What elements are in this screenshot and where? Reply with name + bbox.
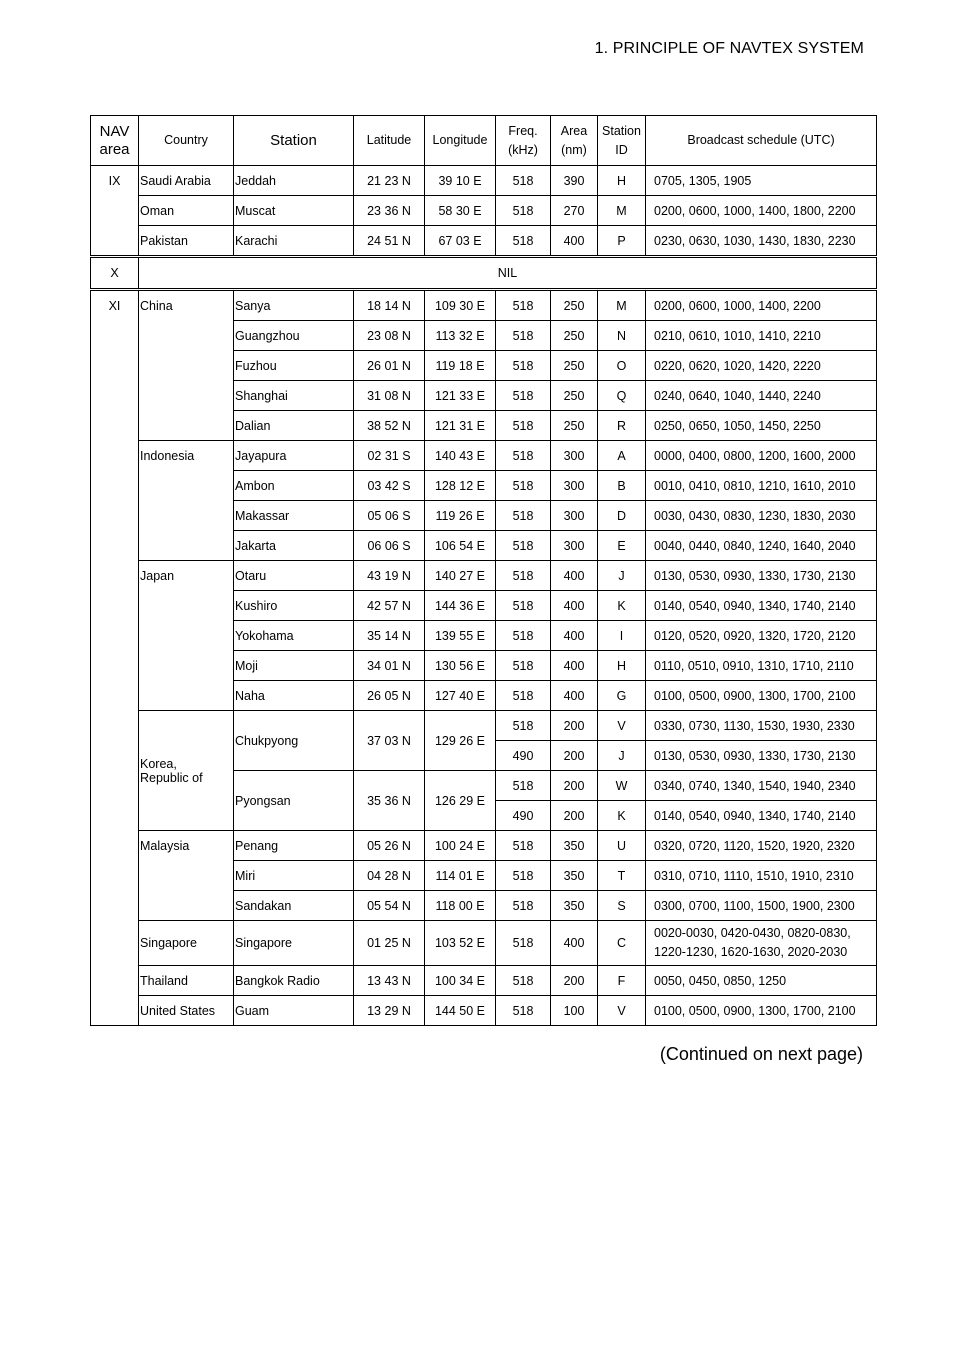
- station-cell: Jakarta: [234, 531, 354, 561]
- freq-cell: 518: [496, 621, 551, 651]
- longitude-cell: 140 43 E: [425, 441, 496, 471]
- table-row: [91, 226, 877, 256]
- schedule-cell: [646, 651, 877, 681]
- station-id-cell: U: [598, 831, 646, 861]
- country-cell: Malaysia: [139, 831, 234, 921]
- freq-cell: 518: [496, 441, 551, 471]
- freq-cell: 518: [496, 471, 551, 501]
- area-cell: 270: [551, 196, 598, 226]
- latitude-cell: 26 01 N: [354, 351, 425, 381]
- station-id-cell: H: [598, 166, 646, 196]
- schedule-cell: [646, 996, 877, 1026]
- freq-cell: 490: [496, 801, 551, 831]
- freq-cell: 518: [496, 226, 551, 256]
- freq-cell: 518: [496, 561, 551, 591]
- latitude-cell: 05 54 N: [354, 891, 425, 921]
- header-station: Station: [234, 116, 354, 166]
- schedule-text: 1220-1230, 1620-1630, 2020-2030: [654, 945, 848, 959]
- station-cell: Pyongsan: [234, 771, 354, 831]
- area-cell: 350: [551, 891, 598, 921]
- station-id-cell: V: [598, 711, 646, 741]
- area-cell: 200: [551, 771, 598, 801]
- schedule-cell: [646, 471, 877, 501]
- freq-cell: 518: [496, 501, 551, 531]
- station-id-cell: A: [598, 441, 646, 471]
- latitude-cell: 04 28 N: [354, 861, 425, 891]
- latitude-cell: 23 36 N: [354, 196, 425, 226]
- area-cell: 400: [551, 681, 598, 711]
- area-cell: 400: [551, 591, 598, 621]
- freq-cell: 518: [496, 921, 551, 966]
- table-row: [91, 441, 877, 471]
- schedule-cell: [646, 561, 877, 591]
- station-id-cell: B: [598, 471, 646, 501]
- table-row: [91, 921, 877, 966]
- header-freq: Freq. (kHz): [496, 116, 551, 166]
- table-row: [91, 831, 877, 861]
- schedule-text: 0330, 0730, 1130, 1530, 1930, 2330: [654, 718, 855, 733]
- table-row: [91, 966, 877, 996]
- header-nav-area: NAV area: [91, 116, 139, 166]
- station-id-cell: S: [598, 891, 646, 921]
- area-cell: 250: [551, 351, 598, 381]
- longitude-cell: 119 18 E: [425, 351, 496, 381]
- freq-cell: 518: [496, 411, 551, 441]
- schedule-cell: [646, 196, 877, 226]
- longitude-cell: 100 24 E: [425, 831, 496, 861]
- schedule-text: 0240, 0640, 1040, 1440, 2240: [654, 388, 821, 403]
- schedule-cell: [646, 531, 877, 561]
- station-cell: Kushiro: [234, 591, 354, 621]
- area-cell: 100: [551, 996, 598, 1026]
- schedule-cell: [646, 711, 877, 741]
- schedule-cell: [646, 621, 877, 651]
- schedule-cell: [646, 501, 877, 531]
- area-cell: 200: [551, 741, 598, 771]
- schedule-cell: [646, 801, 877, 831]
- schedule-text: 0320, 0720, 1120, 1520, 1920, 2320: [654, 838, 855, 853]
- country-cell: Thailand: [139, 966, 234, 996]
- schedule-text: 0020-0030, 0420-0430, 0820-0830,: [654, 926, 851, 940]
- station-id-cell: J: [598, 561, 646, 591]
- area-cell: 250: [551, 411, 598, 441]
- longitude-cell: 129 26 E: [425, 711, 496, 771]
- station-cell: Miri: [234, 861, 354, 891]
- table-row: [91, 291, 877, 321]
- area-cell: 300: [551, 501, 598, 531]
- station-id-cell: C: [598, 921, 646, 966]
- schedule-text: 0340, 0740, 1340, 1540, 1940, 2340: [654, 778, 856, 793]
- longitude-cell: 128 12 E: [425, 471, 496, 501]
- longitude-cell: 114 01 E: [425, 861, 496, 891]
- area-cell: 300: [551, 471, 598, 501]
- area-cell: 200: [551, 711, 598, 741]
- schedule-text: 0120, 0520, 0920, 1320, 1720, 2120: [654, 628, 856, 643]
- longitude-cell: 58 30 E: [425, 196, 496, 226]
- station-cell: Penang: [234, 831, 354, 861]
- schedule-cell: [646, 861, 877, 891]
- nil-cell: NIL: [139, 258, 877, 289]
- schedule-cell: [646, 921, 877, 966]
- latitude-cell: 42 57 N: [354, 591, 425, 621]
- station-id-cell: W: [598, 771, 646, 801]
- longitude-cell: 127 40 E: [425, 681, 496, 711]
- longitude-cell: 130 56 E: [425, 651, 496, 681]
- station-cell: Singapore: [234, 921, 354, 966]
- country-cell: Pakistan: [139, 226, 234, 256]
- station-cell: Guangzhou: [234, 321, 354, 351]
- longitude-cell: 100 34 E: [425, 966, 496, 996]
- schedule-cell: [646, 291, 877, 321]
- station-id-cell: P: [598, 226, 646, 256]
- longitude-cell: 109 30 E: [425, 291, 496, 321]
- nav-area-cell: X: [91, 258, 139, 289]
- schedule-text: 0100, 0500, 0900, 1300, 1700, 2100: [654, 688, 856, 703]
- latitude-cell: 37 03 N: [354, 711, 425, 771]
- schedule-text: 0030, 0430, 0830, 1230, 1830, 2030: [654, 508, 856, 523]
- longitude-cell: 113 32 E: [425, 321, 496, 351]
- longitude-cell: 106 54 E: [425, 531, 496, 561]
- freq-cell: 518: [496, 861, 551, 891]
- area-cell: 250: [551, 381, 598, 411]
- freq-cell: 518: [496, 351, 551, 381]
- freq-cell: 518: [496, 966, 551, 996]
- header-latitude: Latitude: [354, 116, 425, 166]
- continued-note: (Continued on next page): [659, 1044, 863, 1064]
- station-cell: Chukpyong: [234, 711, 354, 771]
- freq-cell: 518: [496, 651, 551, 681]
- schedule-text: 0110, 0510, 0910, 1310, 1710, 2110: [654, 658, 854, 673]
- country-cell: Japan: [139, 561, 234, 711]
- station-id-cell: K: [598, 801, 646, 831]
- table-body: [91, 166, 877, 1026]
- station-cell: Jeddah: [234, 166, 354, 196]
- schedule-cell: [646, 351, 877, 381]
- longitude-cell: 144 36 E: [425, 591, 496, 621]
- latitude-cell: 05 06 S: [354, 501, 425, 531]
- schedule-text: 0130, 0530, 0930, 1330, 1730, 2130: [654, 568, 856, 583]
- station-id-cell: R: [598, 411, 646, 441]
- schedule-text: 0220, 0620, 1020, 1420, 2220: [654, 358, 821, 373]
- freq-cell: 518: [496, 291, 551, 321]
- schedule-text: 0100, 0500, 0900, 1300, 1700, 2100: [654, 1003, 856, 1018]
- freq-cell: 518: [496, 591, 551, 621]
- latitude-cell: 38 52 N: [354, 411, 425, 441]
- country-cell: Korea, Republic of: [139, 711, 234, 831]
- station-cell: Dalian: [234, 411, 354, 441]
- station-cell: Sanya: [234, 291, 354, 321]
- station-cell: Shanghai: [234, 381, 354, 411]
- freq-cell: 518: [496, 831, 551, 861]
- station-cell: Yokohama: [234, 621, 354, 651]
- schedule-cell: [646, 831, 877, 861]
- station-id-cell: T: [598, 861, 646, 891]
- country-cell: Singapore: [139, 921, 234, 966]
- station-id-cell: I: [598, 621, 646, 651]
- longitude-cell: 139 55 E: [425, 621, 496, 651]
- schedule-cell: [646, 411, 877, 441]
- freq-cell: 518: [496, 321, 551, 351]
- station-id-cell: M: [598, 196, 646, 226]
- area-cell: 350: [551, 831, 598, 861]
- station-cell: Karachi: [234, 226, 354, 256]
- longitude-cell: 144 50 E: [425, 996, 496, 1026]
- table-row: [91, 996, 877, 1026]
- schedule-cell: [646, 891, 877, 921]
- station-cell: Fuzhou: [234, 351, 354, 381]
- station-cell: Moji: [234, 651, 354, 681]
- area-cell: 400: [551, 226, 598, 256]
- latitude-cell: 35 36 N: [354, 771, 425, 831]
- station-cell: Naha: [234, 681, 354, 711]
- table-row: [91, 561, 877, 591]
- header-area: Area (nm): [551, 116, 598, 166]
- station-id-cell: F: [598, 966, 646, 996]
- schedule-cell: [646, 741, 877, 771]
- latitude-cell: 24 51 N: [354, 226, 425, 256]
- schedule-text: 0210, 0610, 1010, 1410, 2210: [654, 328, 821, 343]
- latitude-cell: 34 01 N: [354, 651, 425, 681]
- station-id-cell: G: [598, 681, 646, 711]
- freq-cell: 518: [496, 996, 551, 1026]
- schedule-cell: [646, 381, 877, 411]
- station-id-cell: K: [598, 591, 646, 621]
- table-row: [91, 711, 877, 741]
- latitude-cell: 01 25 N: [354, 921, 425, 966]
- station-cell: Makassar: [234, 501, 354, 531]
- longitude-cell: 121 31 E: [425, 411, 496, 441]
- schedule-text: 0250, 0650, 1050, 1450, 2250: [654, 418, 821, 433]
- station-id-cell: M: [598, 291, 646, 321]
- area-cell: 400: [551, 651, 598, 681]
- header-country: Country: [139, 116, 234, 166]
- page-title: 1. PRINCIPLE OF NAVTEX SYSTEM: [594, 40, 864, 57]
- navtex-station-table: [90, 115, 877, 1026]
- area-cell: 300: [551, 441, 598, 471]
- area-cell: 400: [551, 561, 598, 591]
- longitude-cell: 118 00 E: [425, 891, 496, 921]
- latitude-cell: 31 08 N: [354, 381, 425, 411]
- freq-cell: 518: [496, 711, 551, 741]
- schedule-cell: [646, 166, 877, 196]
- country-cell: China: [139, 291, 234, 441]
- station-cell: Ambon: [234, 471, 354, 501]
- latitude-cell: 43 19 N: [354, 561, 425, 591]
- schedule-text: 0130, 0530, 0930, 1330, 1730, 2130: [654, 748, 856, 763]
- schedule-cell: [646, 441, 877, 471]
- station-id-cell: E: [598, 531, 646, 561]
- freq-cell: 518: [496, 681, 551, 711]
- header-station-id: Station ID: [598, 116, 646, 166]
- table-row: [91, 166, 877, 196]
- table-header-row: [91, 116, 877, 166]
- schedule-text: 0300, 0700, 1100, 1500, 1900, 2300: [654, 898, 855, 913]
- longitude-cell: 39 10 E: [425, 166, 496, 196]
- freq-cell: 518: [496, 381, 551, 411]
- longitude-cell: 119 26 E: [425, 501, 496, 531]
- station-cell: Bangkok Radio: [234, 966, 354, 996]
- country-cell: Indonesia: [139, 441, 234, 561]
- schedule-cell: [646, 771, 877, 801]
- schedule-text: 0705, 1305, 1905: [654, 173, 752, 188]
- area-cell: 400: [551, 621, 598, 651]
- schedule-text: 0140, 0540, 0940, 1340, 1740, 2140: [654, 598, 856, 613]
- schedule-cell: [646, 321, 877, 351]
- station-id-cell: O: [598, 351, 646, 381]
- station-cell: Jayapura: [234, 441, 354, 471]
- area-cell: 250: [551, 291, 598, 321]
- latitude-cell: 06 06 S: [354, 531, 425, 561]
- station-id-cell: H: [598, 651, 646, 681]
- latitude-cell: 03 42 S: [354, 471, 425, 501]
- latitude-cell: 23 08 N: [354, 321, 425, 351]
- schedule-text: 0230, 0630, 1030, 1430, 1830, 2230: [654, 233, 856, 248]
- station-cell: Guam: [234, 996, 354, 1026]
- latitude-cell: 13 43 N: [354, 966, 425, 996]
- longitude-cell: 140 27 E: [425, 561, 496, 591]
- schedule-text: 0140, 0540, 0940, 1340, 1740, 2140: [654, 808, 856, 823]
- nav-area-cell: IX: [91, 166, 139, 256]
- station-cell: Muscat: [234, 196, 354, 226]
- schedule-text: 0040, 0440, 0840, 1240, 1640, 2040: [654, 538, 856, 553]
- latitude-cell: 18 14 N: [354, 291, 425, 321]
- schedule-cell: [646, 966, 877, 996]
- schedule-text: 0000, 0400, 0800, 1200, 1600, 2000: [654, 448, 856, 463]
- area-cell: 390: [551, 166, 598, 196]
- schedule-text: 0200, 0600, 1000, 1400, 2200: [654, 298, 821, 313]
- latitude-cell: 35 14 N: [354, 621, 425, 651]
- area-cell: 400: [551, 921, 598, 966]
- schedule-text: 0010, 0410, 0810, 1210, 1610, 2010: [654, 478, 856, 493]
- table-row: [91, 258, 877, 289]
- freq-cell: 518: [496, 771, 551, 801]
- area-cell: 300: [551, 531, 598, 561]
- area-cell: 200: [551, 966, 598, 996]
- schedule-text: 0200, 0600, 1000, 1400, 1800, 2200: [654, 203, 856, 218]
- freq-cell: 490: [496, 741, 551, 771]
- station-id-cell: V: [598, 996, 646, 1026]
- schedule-text: 0310, 0710, 1110, 1510, 1910, 2310: [654, 868, 854, 883]
- country-cell: Saudi Arabia: [139, 166, 234, 196]
- area-cell: 250: [551, 321, 598, 351]
- station-id-cell: D: [598, 501, 646, 531]
- table-row: [91, 196, 877, 226]
- longitude-cell: 103 52 E: [425, 921, 496, 966]
- country-cell: United States: [139, 996, 234, 1026]
- freq-cell: 518: [496, 891, 551, 921]
- latitude-cell: 02 31 S: [354, 441, 425, 471]
- area-cell: 200: [551, 801, 598, 831]
- nav-area-cell: XI: [91, 291, 139, 1026]
- station-id-cell: J: [598, 741, 646, 771]
- freq-cell: 518: [496, 531, 551, 561]
- header-longitude: Longitude: [425, 116, 496, 166]
- station-id-cell: Q: [598, 381, 646, 411]
- latitude-cell: 13 29 N: [354, 996, 425, 1026]
- latitude-cell: 05 26 N: [354, 831, 425, 861]
- longitude-cell: 126 29 E: [425, 771, 496, 831]
- schedule-cell: [646, 591, 877, 621]
- longitude-cell: 67 03 E: [425, 226, 496, 256]
- freq-cell: 518: [496, 196, 551, 226]
- country-cell: Oman: [139, 196, 234, 226]
- schedule-cell: [646, 681, 877, 711]
- schedule-text: 0050, 0450, 0850, 1250: [654, 973, 787, 988]
- longitude-cell: 121 33 E: [425, 381, 496, 411]
- station-id-cell: N: [598, 321, 646, 351]
- latitude-cell: 26 05 N: [354, 681, 425, 711]
- schedule-cell: [646, 226, 877, 256]
- area-cell: 350: [551, 861, 598, 891]
- latitude-cell: 21 23 N: [354, 166, 425, 196]
- station-cell: Sandakan: [234, 891, 354, 921]
- station-cell: Otaru: [234, 561, 354, 591]
- freq-cell: 518: [496, 166, 551, 196]
- header-schedule: Broadcast schedule (UTC): [646, 116, 877, 166]
